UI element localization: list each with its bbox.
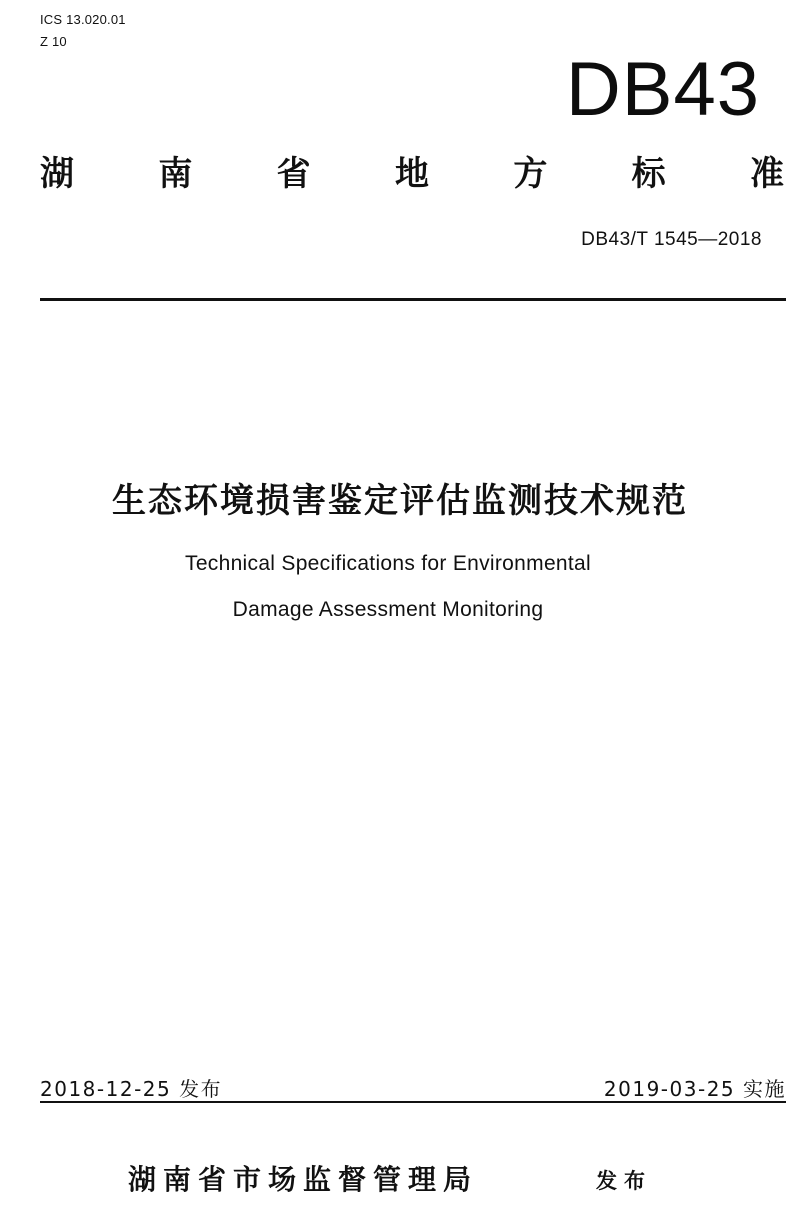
- standard-type-char: 省: [276, 153, 311, 194]
- standard-type-char: 湖: [40, 153, 74, 194]
- header-divider: [40, 298, 786, 301]
- standard-type-char: 南: [158, 153, 193, 194]
- classification-code: Z 10: [40, 34, 67, 49]
- standard-type-title: [40, 148, 784, 192]
- standard-type-char: 方: [513, 153, 548, 194]
- footer-divider: [40, 1101, 786, 1103]
- issue-date: 2018-12-25 发布: [40, 1077, 223, 1101]
- standard-number: DB43/T 1545—2018: [581, 229, 762, 250]
- issuing-action: 发布: [596, 1169, 652, 1193]
- standard-type-char: 标: [631, 153, 666, 194]
- document-title-cn: 生态环境损害鉴定评估监测技术规范: [112, 481, 688, 521]
- implementation-date: 2019-03-25 实施: [603, 1077, 786, 1101]
- standard-type-char: 地: [394, 153, 429, 194]
- document-title-en-line1: Technical Specifications for Environmental: [185, 552, 591, 575]
- document-title-en-line2: Damage Assessment Monitoring: [232, 598, 544, 621]
- standard-code-mark: DB43: [565, 47, 760, 132]
- ics-code: ICS 13.020.01: [40, 12, 126, 27]
- standard-type-char: 准: [749, 153, 784, 194]
- issuing-authority: 湖南省市场监督管理局: [128, 1163, 479, 1196]
